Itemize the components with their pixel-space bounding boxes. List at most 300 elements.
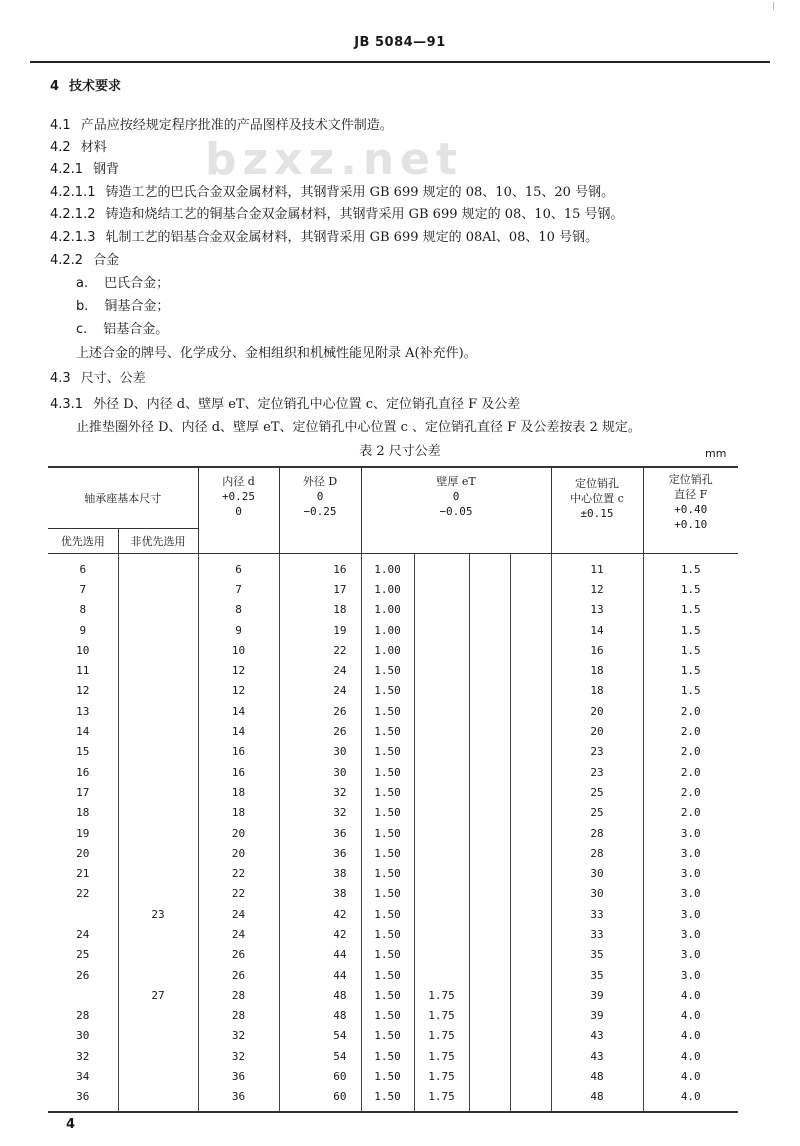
dimension-tolerance-table	[48, 466, 738, 1113]
wall-thickness-empty-cell	[510, 620, 551, 640]
table-row	[48, 843, 738, 863]
clause-text: 合金	[93, 253, 120, 268]
preferred-size-cell: 15	[76, 745, 90, 759]
inner-diameter-cell: 28	[198, 985, 279, 1005]
wall-thickness-empty-cell	[469, 782, 510, 802]
non-preferred-size-cell	[118, 1046, 198, 1066]
pin-center-cell: 28	[551, 823, 643, 843]
outer-diameter-cell: 38	[279, 884, 361, 904]
header-label: 定位销孔	[668, 473, 713, 486]
wall-thickness-cell: 1.50	[361, 1026, 414, 1046]
wall-thickness-cell: 1.50	[361, 681, 414, 701]
clause-number: 4.2.1.3	[50, 230, 96, 245]
wall-thickness-empty-cell	[469, 985, 510, 1005]
non-preferred-size-cell	[118, 884, 198, 904]
wall-thickness-cell: 1.50	[361, 782, 414, 802]
outer-diameter-cell: 32	[279, 803, 361, 823]
pin-center-cell: 48	[551, 1087, 643, 1112]
wall-thickness-empty-cell	[510, 965, 551, 985]
pin-diameter-cell: 3.0	[643, 904, 738, 924]
outer-diameter-cell: 44	[279, 945, 361, 965]
inner-diameter-cell: 14	[198, 721, 279, 741]
outer-diameter-cell: 17	[279, 579, 361, 599]
table-row	[48, 803, 738, 823]
outer-diameter-cell: 38	[279, 863, 361, 883]
wall-thickness-cell: 1.50	[361, 823, 414, 843]
pin-center-cell: 39	[551, 1006, 643, 1026]
non-preferred-size-cell	[118, 701, 198, 721]
outer-diameter-cell: 22	[279, 640, 361, 660]
wall-thickness-empty-cell	[469, 742, 510, 762]
preferred-size-cell: 17	[76, 785, 90, 799]
clause	[50, 229, 598, 246]
pin-center-cell: 43	[551, 1026, 643, 1046]
table-row	[48, 924, 738, 944]
table-row	[48, 863, 738, 883]
pin-diameter-cell: 2.0	[643, 701, 738, 721]
header-label: 定位销孔	[575, 477, 619, 490]
pin-center-cell: 12	[551, 579, 643, 599]
wall-thickness-empty-cell	[469, 554, 510, 580]
inner-diameter-cell: 18	[198, 803, 279, 823]
pin-diameter-cell: 3.0	[643, 843, 738, 863]
wall-thickness-empty-cell	[510, 945, 551, 965]
wall-thickness-empty-cell	[469, 600, 510, 620]
table-row	[48, 762, 738, 782]
wall-thickness-alt-cell	[414, 579, 469, 599]
preferred-size-cell: 8	[79, 603, 87, 617]
wall-thickness-alt-cell	[414, 803, 469, 823]
non-preferred-size-cell	[118, 660, 198, 680]
wall-thickness-alt-cell	[414, 782, 469, 802]
wall-thickness-cell: 1.50	[361, 904, 414, 924]
wall-thickness-empty-cell	[510, 782, 551, 802]
outer-diameter-cell: 16	[279, 554, 361, 580]
clause	[50, 139, 107, 156]
wall-thickness-empty-cell	[469, 965, 510, 985]
clause-number: 4.2	[50, 140, 71, 155]
header-label: 外径 D	[302, 475, 338, 488]
wall-thickness-empty-cell	[510, 985, 551, 1005]
clause-number: 4.2.1	[50, 162, 84, 177]
wall-thickness-empty-cell	[469, 1087, 510, 1112]
clause-text: 材料	[80, 140, 107, 155]
section-title: 技术要求	[69, 79, 122, 94]
pin-diameter-cell: 1.5	[643, 660, 738, 680]
pin-center-cell: 33	[551, 904, 643, 924]
outer-diameter-cell: 26	[279, 701, 361, 721]
wall-thickness-cell: 1.50	[361, 762, 414, 782]
table-row	[48, 620, 738, 640]
pin-center-cell: 35	[551, 945, 643, 965]
non-preferred-size-cell	[118, 579, 198, 599]
clause-text: 铸造工艺的巴氏合金双金属材料，其钢背采用 GB 699 规定的 08、10、15、20 号钢。	[105, 185, 615, 200]
outer-diameter-cell: 44	[279, 965, 361, 985]
alloy-name: 巴氏合金；	[104, 276, 170, 291]
alloy-item	[76, 275, 169, 292]
wall-thickness-cell: 1.00	[361, 579, 414, 599]
wall-thickness-empty-cell	[469, 945, 510, 965]
pin-center-cell: 25	[551, 782, 643, 802]
header-rule	[30, 61, 770, 63]
preferred-size-cell	[48, 985, 118, 1005]
pin-center-cell: 30	[551, 884, 643, 904]
pin-diameter-cell: 3.0	[643, 924, 738, 944]
table-row	[48, 1006, 738, 1026]
table-row	[48, 554, 738, 580]
non-preferred-size-cell	[118, 620, 198, 640]
non-preferred-size-cell	[118, 843, 198, 863]
lower-tolerance: −0.05	[439, 505, 473, 518]
alloy-note: 上述合金的牌号、化学成分、金相组织和机械性能见附录 A(补充件)。	[76, 346, 477, 361]
alloy-name: 铜基合金；	[104, 299, 170, 314]
outer-diameter-cell: 18	[279, 600, 361, 620]
upper-tolerance: 0	[452, 490, 460, 503]
preferred-size-cell: 7	[79, 582, 87, 596]
wall-thickness-empty-cell	[510, 579, 551, 599]
pin-center-cell: 43	[551, 1046, 643, 1066]
preferred-size-cell	[48, 904, 118, 924]
wall-thickness-alt-cell: 1.75	[414, 1046, 469, 1066]
pin-center-cell: 28	[551, 843, 643, 863]
lower-tolerance: +0.10	[674, 518, 708, 531]
pin-center-cell: 23	[551, 762, 643, 782]
wall-thickness-empty-cell	[469, 904, 510, 924]
pin-diameter-cell: 2.0	[643, 762, 738, 782]
non-preferred-size-cell	[118, 1066, 198, 1086]
header-preferred: 优先选用	[48, 529, 118, 554]
preferred-size-cell: 9	[79, 623, 87, 637]
wall-thickness-alt-cell: 1.75	[414, 1006, 469, 1026]
non-preferred-size-cell	[118, 681, 198, 701]
table-caption: 表 2 尺寸公差	[359, 444, 441, 459]
table-row	[48, 965, 738, 985]
wall-thickness-empty-cell	[510, 1026, 551, 1046]
section-heading	[50, 78, 121, 95]
clause-number: 4.2.2	[50, 253, 84, 268]
pin-diameter-cell: 4.0	[643, 1026, 738, 1046]
wall-thickness-alt-cell	[414, 863, 469, 883]
wall-thickness-empty-cell	[510, 884, 551, 904]
wall-thickness-cell: 1.50	[361, 1087, 414, 1112]
wall-thickness-empty-cell	[469, 884, 510, 904]
preferred-size-cell: 20	[76, 846, 90, 860]
inner-diameter-cell: 26	[198, 965, 279, 985]
clause	[50, 396, 520, 413]
preferred-size-cell: 24	[76, 927, 90, 941]
inner-diameter-cell: 24	[198, 904, 279, 924]
wall-thickness-empty-cell	[469, 1006, 510, 1026]
wall-thickness-cell: 1.50	[361, 660, 414, 680]
pin-center-cell: 14	[551, 620, 643, 640]
pin-center-cell: 39	[551, 985, 643, 1005]
preferred-size-cell: 18	[76, 806, 90, 820]
wall-thickness-cell: 1.50	[361, 742, 414, 762]
clause-text: 产品应按经规定程序批准的产品图样及技术文件制造。	[80, 118, 393, 133]
non-preferred-size-cell	[118, 965, 198, 985]
pin-center-cell: 33	[551, 924, 643, 944]
preferred-size-cell: 14	[76, 725, 90, 739]
wall-thickness-alt-cell	[414, 904, 469, 924]
wall-thickness-empty-cell	[469, 620, 510, 640]
inner-diameter-cell: 32	[198, 1046, 279, 1066]
wall-thickness-alt-cell	[414, 620, 469, 640]
wall-thickness-empty-cell	[469, 843, 510, 863]
outer-diameter-cell: 54	[279, 1046, 361, 1066]
inner-diameter-cell: 8	[198, 600, 279, 620]
pin-diameter-cell: 4.0	[643, 1066, 738, 1086]
wall-thickness-empty-cell	[469, 823, 510, 843]
table-row	[48, 1046, 738, 1066]
wall-thickness-cell: 1.50	[361, 863, 414, 883]
pin-center-cell: 20	[551, 721, 643, 741]
wall-thickness-empty-cell	[469, 1026, 510, 1046]
inner-diameter-cell: 26	[198, 945, 279, 965]
header-outer-diameter	[279, 467, 361, 554]
wall-thickness-empty-cell	[510, 721, 551, 741]
preferred-size-cell: 36	[48, 1087, 118, 1112]
pin-diameter-cell: 4.0	[643, 1046, 738, 1066]
wall-thickness-empty-cell	[510, 803, 551, 823]
upper-tolerance: +0.25	[221, 490, 256, 503]
wall-thickness-cell: 1.50	[361, 924, 414, 944]
wall-thickness-cell: 1.50	[361, 945, 414, 965]
wall-thickness-empty-cell	[469, 721, 510, 741]
table-row	[48, 701, 738, 721]
wall-thickness-alt-cell	[414, 924, 469, 944]
pin-diameter-cell: 4.0	[643, 985, 738, 1005]
non-preferred-size-cell	[118, 803, 198, 823]
wall-thickness-cell: 1.50	[361, 1066, 414, 1086]
clause	[50, 206, 624, 223]
non-preferred-size-cell	[118, 863, 198, 883]
outer-diameter-cell: 48	[279, 1006, 361, 1026]
inner-diameter-cell: 20	[198, 843, 279, 863]
inner-diameter-cell: 9	[198, 620, 279, 640]
pin-center-cell: 13	[551, 600, 643, 620]
header-bearing-base: 轴承座基本尺寸	[48, 467, 198, 529]
non-preferred-size-cell	[118, 823, 198, 843]
non-preferred-size-cell: 23	[118, 904, 198, 924]
preferred-size-cell: 28	[76, 1009, 90, 1023]
alloy-item	[76, 321, 168, 338]
inner-diameter-cell: 12	[198, 660, 279, 680]
wall-thickness-empty-cell	[510, 1066, 551, 1086]
wall-thickness-empty-cell	[510, 863, 551, 883]
inner-diameter-cell: 22	[198, 884, 279, 904]
inner-diameter-cell: 14	[198, 701, 279, 721]
pin-center-cell: 25	[551, 803, 643, 823]
wall-thickness-empty-cell	[510, 904, 551, 924]
pin-center-cell: 30	[551, 863, 643, 883]
pin-center-cell: 11	[551, 554, 643, 580]
wall-thickness-alt-cell	[414, 681, 469, 701]
pin-center-cell: 16	[551, 640, 643, 660]
inner-diameter-cell: 28	[198, 1006, 279, 1026]
table-row	[48, 660, 738, 680]
wall-thickness-alt-cell: 1.75	[414, 1087, 469, 1112]
table-row	[48, 721, 738, 741]
pin-diameter-cell: 1.5	[643, 681, 738, 701]
table-body	[48, 554, 738, 1113]
outer-diameter-cell: 24	[279, 681, 361, 701]
wall-thickness-alt-cell	[414, 600, 469, 620]
inner-diameter-cell: 18	[198, 782, 279, 802]
header-label: 直径 F	[674, 488, 708, 501]
wall-thickness-empty-cell	[469, 681, 510, 701]
scan-mark	[773, 2, 774, 10]
inner-diameter-cell: 10	[198, 640, 279, 660]
upper-tolerance: +0.40	[674, 503, 708, 516]
inner-diameter-cell: 22	[198, 863, 279, 883]
pin-center-cell: 20	[551, 701, 643, 721]
preferred-size-cell: 26	[76, 968, 90, 982]
non-preferred-size-cell	[118, 1026, 198, 1046]
clause	[50, 184, 614, 201]
wall-thickness-alt-cell	[414, 945, 469, 965]
clause-number: 4.2.1.2	[50, 207, 96, 222]
list-marker: a.	[76, 276, 89, 291]
inner-diameter-cell: 12	[198, 681, 279, 701]
header-wall-thickness	[361, 467, 551, 554]
header-pin-diameter	[643, 467, 738, 554]
wall-thickness-cell: 1.50	[361, 985, 414, 1005]
non-preferred-size-cell	[118, 945, 198, 965]
pin-center-cell: 48	[551, 1066, 643, 1086]
alloy-item	[76, 298, 169, 315]
inner-diameter-cell: 32	[198, 1026, 279, 1046]
wall-thickness-empty-cell	[510, 823, 551, 843]
wall-thickness-cell: 1.50	[361, 803, 414, 823]
standard-code: JB 5084—91	[354, 35, 446, 50]
wall-thickness-empty-cell	[510, 742, 551, 762]
wall-thickness-empty-cell	[510, 660, 551, 680]
header-label: 中心位置 c	[570, 492, 624, 505]
preferred-size-cell: 22	[76, 887, 90, 901]
pin-diameter-cell: 2.0	[643, 742, 738, 762]
wall-thickness-empty-cell	[510, 701, 551, 721]
wall-thickness-cell: 1.00	[361, 640, 414, 660]
pin-diameter-cell: 3.0	[643, 823, 738, 843]
non-preferred-size-cell	[118, 1006, 198, 1026]
inner-diameter-cell: 24	[198, 924, 279, 944]
pin-diameter-cell: 1.5	[643, 620, 738, 640]
wall-thickness-empty-cell	[469, 803, 510, 823]
wall-thickness-empty-cell	[510, 1087, 551, 1112]
inner-diameter-cell: 6	[198, 554, 279, 580]
wall-thickness-cell: 1.50	[361, 843, 414, 863]
wall-thickness-alt-cell	[414, 823, 469, 843]
table-row	[48, 904, 738, 924]
non-preferred-size-cell	[118, 721, 198, 741]
pin-center-cell: 18	[551, 681, 643, 701]
non-preferred-size-cell	[118, 600, 198, 620]
clause-number: 4.2.1.1	[50, 185, 96, 200]
preferred-size-cell: 13	[76, 704, 90, 718]
table-row	[48, 1087, 738, 1112]
non-preferred-size-cell	[118, 640, 198, 660]
non-preferred-size-cell	[118, 554, 198, 580]
inner-diameter-cell: 16	[198, 762, 279, 782]
table-row	[48, 1026, 738, 1046]
clause-text: 钢背	[93, 162, 120, 177]
outer-diameter-cell: 36	[279, 843, 361, 863]
outer-diameter-cell: 32	[279, 782, 361, 802]
wall-thickness-cell: 1.50	[361, 701, 414, 721]
clause	[50, 161, 119, 178]
wall-thickness-alt-cell	[414, 640, 469, 660]
wall-thickness-empty-cell	[469, 579, 510, 599]
clause	[50, 370, 146, 387]
table-row	[48, 579, 738, 599]
watermark: bzxz.net	[205, 134, 464, 185]
inner-diameter-cell: 7	[198, 579, 279, 599]
header-label: 壁厚 eT	[436, 475, 476, 488]
wall-thickness-empty-cell	[469, 640, 510, 660]
clause	[50, 117, 393, 134]
lower-tolerance: −0.25	[303, 505, 337, 518]
wall-thickness-alt-cell	[414, 762, 469, 782]
pin-center-cell: 35	[551, 965, 643, 985]
pin-diameter-cell: 4.0	[643, 1006, 738, 1026]
wall-thickness-empty-cell	[469, 762, 510, 782]
alloy-name: 铝基合金。	[103, 322, 169, 337]
wall-thickness-alt-cell	[414, 721, 469, 741]
non-preferred-size-cell	[118, 742, 198, 762]
outer-diameter-cell: 54	[279, 1026, 361, 1046]
wall-thickness-alt-cell	[414, 742, 469, 762]
wall-thickness-empty-cell	[469, 863, 510, 883]
outer-diameter-cell: 42	[279, 924, 361, 944]
table-row	[48, 600, 738, 620]
wall-thickness-cell: 1.00	[361, 554, 414, 580]
list-marker: c.	[76, 322, 88, 337]
wall-thickness-cell: 1.50	[361, 965, 414, 985]
outer-diameter-cell: 36	[279, 823, 361, 843]
table-row	[48, 823, 738, 843]
preferred-size-cell: 12	[76, 684, 90, 698]
wall-thickness-alt-cell	[414, 884, 469, 904]
pin-diameter-cell: 1.5	[643, 554, 738, 580]
non-preferred-size-cell	[118, 762, 198, 782]
wall-thickness-empty-cell	[510, 681, 551, 701]
wall-thickness-cell: 1.50	[361, 1046, 414, 1066]
wall-thickness-empty-cell	[510, 924, 551, 944]
preferred-size-cell: 25	[76, 948, 90, 962]
list-marker: b.	[76, 299, 89, 314]
table-row	[48, 945, 738, 965]
pin-center-cell: 18	[551, 660, 643, 680]
clause-text: 铸造和烧结工艺的铜基合金双金属材料，其钢背采用 GB 699 规定的 08、10、15 号钢。	[105, 207, 624, 222]
clause-body: 止推垫圈外径 D、内径 d、壁厚 eT、定位销孔中心位置 c 、定位销孔直径 F 及公差按表 2 规定。	[76, 420, 641, 435]
outer-diameter-cell: 60	[279, 1087, 361, 1112]
preferred-size-cell: 11	[76, 664, 90, 678]
outer-diameter-cell: 42	[279, 904, 361, 924]
pin-diameter-cell: 2.0	[643, 782, 738, 802]
wall-thickness-alt-cell	[414, 660, 469, 680]
clause-number: 4.3	[50, 371, 71, 386]
preferred-size-cell: 10	[76, 643, 90, 657]
outer-diameter-cell: 24	[279, 660, 361, 680]
upper-tolerance: 0	[316, 490, 324, 503]
table-row	[48, 985, 738, 1005]
outer-diameter-cell: 60	[279, 1066, 361, 1086]
pin-diameter-cell: 3.0	[643, 884, 738, 904]
wall-thickness-cell: 1.50	[361, 721, 414, 741]
header-label: 内径 d	[222, 475, 255, 488]
outer-diameter-cell: 48	[279, 985, 361, 1005]
non-preferred-size-cell	[118, 924, 198, 944]
